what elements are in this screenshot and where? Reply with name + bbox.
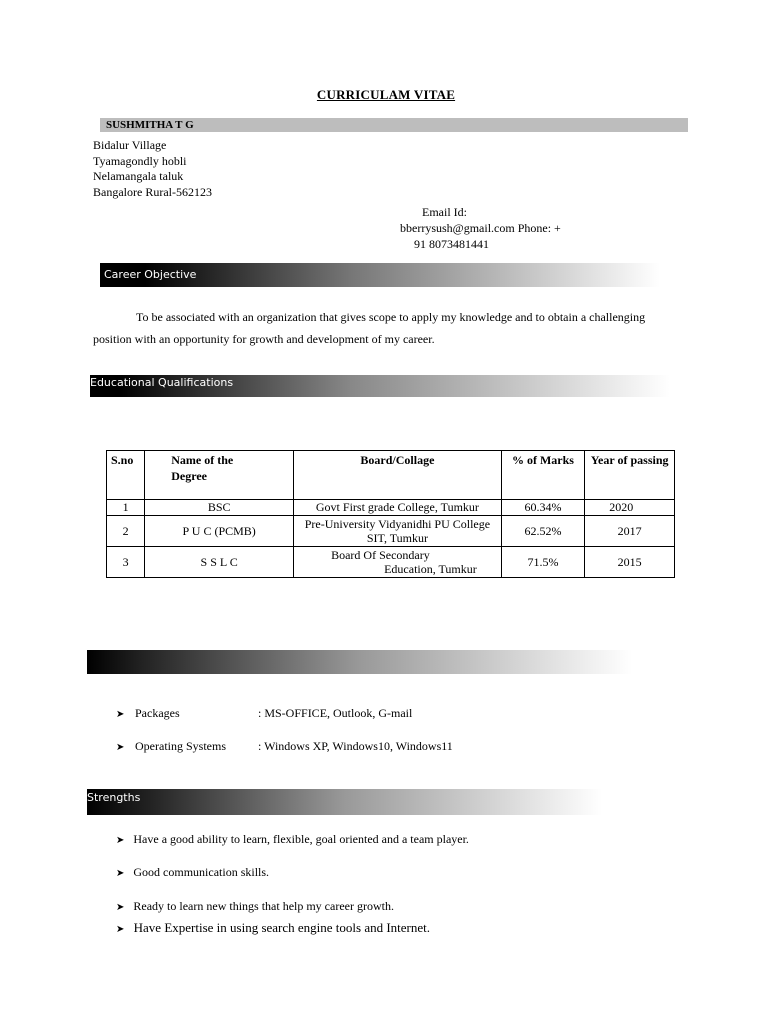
email-label: Email Id: [422, 205, 467, 219]
contact-block [400, 204, 561, 252]
skill-item [116, 739, 453, 754]
header-year: Year of passing [585, 451, 675, 500]
skills-header [87, 650, 632, 674]
cell-board [294, 516, 502, 547]
skill-label: Packages [135, 706, 180, 720]
document-title: CURRICULAM VITAE [316, 87, 456, 102]
header-degree: Name of the Degree [145, 451, 294, 500]
career-objective-title: Career Objective [104, 268, 197, 281]
education-header [90, 375, 670, 397]
arrow-bullet-icon: ➤ [116, 924, 125, 935]
table-header-row [107, 451, 675, 500]
table-row [107, 500, 675, 516]
arrow-bullet-icon: ➤ [116, 709, 125, 720]
phone-number: 91 8073481441 [414, 237, 489, 251]
strength-text: Have Expertise in using search engine tools and Internet. [133, 920, 431, 935]
address-line: Tyamagondly hobli [93, 153, 187, 168]
strength-text: Good communication skills. [133, 865, 270, 879]
arrow-bullet-icon: ➤ [116, 835, 125, 846]
cell-year: 2017 [585, 516, 675, 547]
strength-item [116, 832, 469, 847]
education-title: Educational Qualifications [90, 376, 234, 389]
cell-marks: 60.34% [501, 500, 585, 516]
strength-item [116, 920, 430, 936]
cell-board [294, 547, 502, 578]
strengths-header [87, 789, 602, 815]
strength-item [116, 865, 269, 880]
strengths-title: Strengths [87, 791, 141, 804]
cell-sno: 2 [107, 516, 145, 547]
header-sno: S.no [107, 451, 145, 500]
skill-item [116, 706, 413, 721]
board-line: Pre-University Vidyanidhi PU College [304, 517, 491, 531]
board-line: SIT, Tumkur [366, 531, 428, 545]
arrow-bullet-icon: ➤ [116, 868, 125, 879]
candidate-name: SUSHMITHA T G [106, 119, 194, 131]
email-phone-line: bberrysush@gmail.com Phone: + [400, 221, 561, 235]
strength-item [116, 899, 394, 914]
education-table [106, 450, 675, 578]
cell-marks: 71.5% [501, 547, 585, 578]
skill-value: : MS-OFFICE, Outlook, G-mail [258, 706, 413, 720]
arrow-bullet-icon: ➤ [116, 742, 125, 753]
strength-text: Ready to learn new things that help my career growth. [133, 899, 394, 913]
header-marks: % of Marks [501, 451, 585, 500]
cell-degree: S S L C [145, 547, 294, 578]
address-line: Bangalore Rural-562123 [93, 184, 212, 199]
cell-year: 2020 [585, 500, 675, 516]
strength-text: Have a good ability to learn, flexible, goal oriented and a team player. [133, 832, 469, 846]
objective-text: To be associated with an organization that gives scope to apply my knowledge and to obtain a challenging position with an opportunity for growth and development of my career. [93, 310, 646, 346]
career-objective-header [100, 263, 660, 287]
arrow-bullet-icon: ➤ [116, 902, 125, 913]
skill-label: Operating Systems [135, 739, 226, 753]
header-board: Board/Collage [294, 451, 502, 500]
address-line: Bidalur Village [93, 138, 167, 152]
address-block [93, 138, 212, 200]
cell-board: Govt First grade College, Tumkur [294, 500, 502, 516]
board-line: Board Of Secondary [331, 548, 430, 562]
table-row [107, 516, 675, 547]
cell-sno: 3 [107, 547, 145, 578]
cell-degree: BSC [145, 500, 294, 516]
board-line: Education, Tumkur [384, 562, 477, 576]
cell-marks: 62.52% [501, 516, 585, 547]
address-line: Nelamangala taluk [93, 169, 184, 183]
skill-value: : Windows XP, Windows10, Windows11 [258, 739, 453, 753]
cell-sno: 1 [107, 500, 145, 516]
table-row [107, 547, 675, 578]
cell-degree: P U C (PCMB) [145, 516, 294, 547]
cell-year: 2015 [585, 547, 675, 578]
